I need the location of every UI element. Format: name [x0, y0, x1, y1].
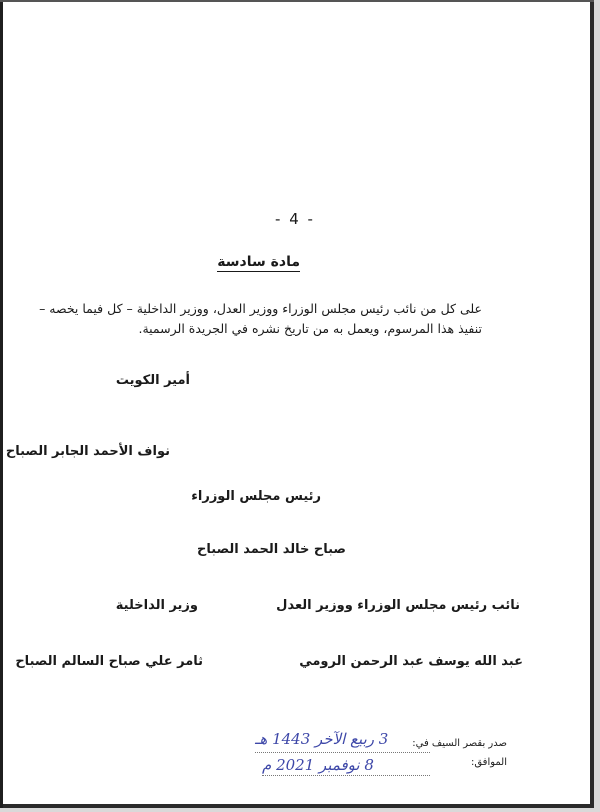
article-text-line-2: تنفيذ هذا المرسوم، ويعمل به من تاريخ نشره في الجريدة الرسمية. [138, 321, 482, 336]
prime-minister-title: رئيس مجلس الوزراء [191, 489, 321, 504]
scan-edge-left [0, 0, 3, 808]
date-underline-1 [255, 752, 430, 753]
issued-at-label: صدر بقصر السيف في: [412, 738, 507, 749]
prime-minister-name: صباح خالد الحمد الصباح [197, 542, 346, 557]
deputy-pm-justice-title: نائب رئيس مجلس الوزراء ووزير العدل [276, 598, 520, 613]
interior-minister-name: ثامر علي صباح السالم الصباح [15, 654, 203, 669]
handwritten-hijri-date: 3 ربيع الآخر 1443 هـ [255, 730, 389, 748]
handwritten-gregorian-date: 8 نوفمبر 2021 م [262, 756, 374, 774]
page-number: - 4 - [275, 210, 315, 228]
corresponding-date-label: الموافق: [470, 757, 507, 768]
deputy-pm-justice-name: عبد الله يوسف عبد الرحمن الرومي [299, 654, 523, 669]
date-underline-2 [262, 775, 430, 776]
article-title: مادة سادسة [217, 254, 300, 270]
article-text-line-1: على كل من نائب رئيس مجلس الوزراء ووزير العدل، ووزير الداخلية – كل فيما يخصه – [39, 301, 482, 316]
amir-name: نواف الأحمد الجابر الصباح [5, 444, 170, 459]
interior-minister-title: وزير الداخلية [115, 598, 198, 613]
amir-title: أمير الكويت [115, 373, 190, 388]
scan-edge-top [0, 0, 594, 2]
